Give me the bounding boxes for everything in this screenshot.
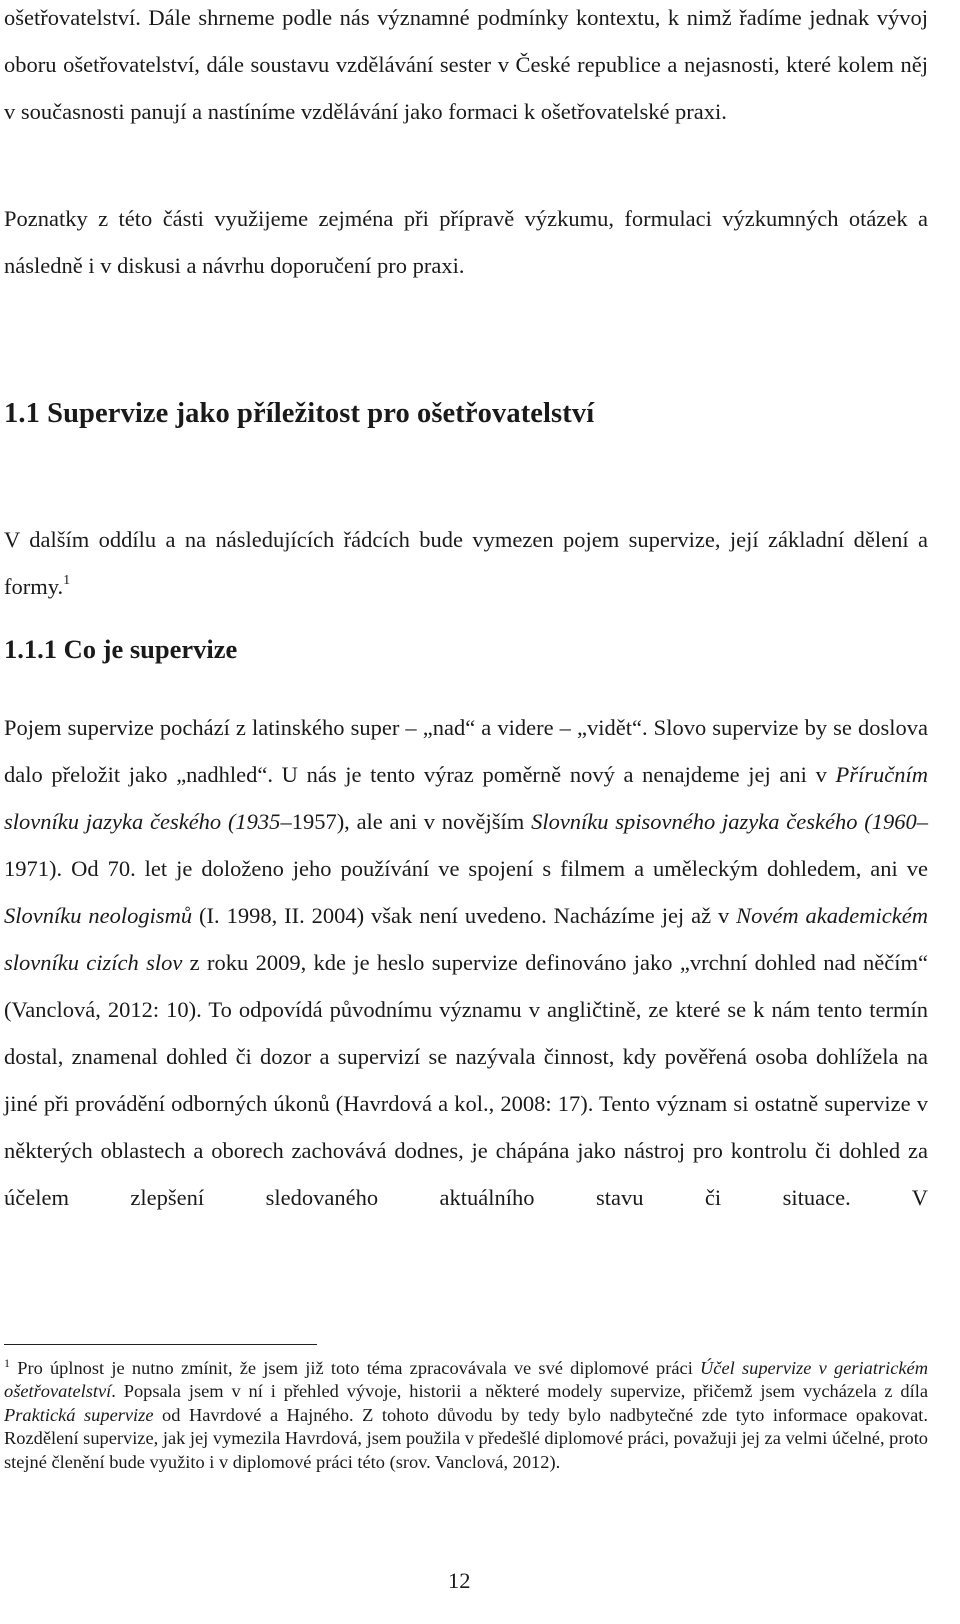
section-intro-text: V dalším oddílu a na následujících řádcích bude vymezen pojem supervize, její základní dělení a formy. [4,527,928,599]
section-intro-paragraph [4,516,928,610]
citation-italic: Slovníku neologismů [4,903,193,928]
footnote-italic: Praktická supervize [4,1404,154,1425]
citation-italic: Příručním slovníku jazyka českého (1935 [4,762,928,834]
body-text: –1971). Od 70. let je doloženo jeho používání ve spojení s filmem a uměleckým dohledem, ani ve [4,809,928,881]
body-text: Pojem supervize pochází z latinského super – „nad“ a videre – „vidět“. Slovo supervize by se doslova dalo přeložit jako „nadhled“. U nás je tento výraz poměrně nový a nenajdeme jej ani v [4,715,928,787]
paragraph-research-use: Poznatky z této části využijeme zejména při přípravě výzkumu, formulaci výzkumných otázek a následně i v diskusi a návrhu doporučení pro praxi. [4,206,928,278]
footnote [4,1357,928,1474]
body-paragraph [4,704,928,1221]
footnote-text: od Havrdové a Hajného. Z tohoto důvodu by tedy bylo nadbytečné zde tyto informace opakovat. Rozdělení supervize, jak jej vymezila Havrdová, jsem použila v předešlé diplomové práci, považuji jej za velmi účelné, proto stejné členění bude využito i v diplomové práci této (srov. Vanclová, 2012). [4,1404,928,1472]
subsection-heading: 1.1.1 Co je supervize [4,634,238,664]
footnote-text: Pro úplnost je nutno zmínit, že jsem již toto téma zpracovávala ve své diplomové práci [10,1358,701,1378]
footnote-text: . Popsala jsem v ní i přehled vývoje, historii a některé modely supervize, přičemž jsem vycházela z díla [111,1381,928,1402]
footnote-separator [4,1344,317,1345]
citation-italic: Slovníku spisovného jazyka českého (1960 [531,809,917,834]
continued-paragraph: ošetřovatelství. Dále shrneme podle nás významné podmínky kontextu, k nimž řadíme jednak vývoj oboru ošetřovatelství, dále soustavu vzdělávání sester v České republice a nejasnosti, které kolem něj v současnosti panují a nastíníme vzdělávání jako formaci k ošetřovatelské praxi. [4,5,928,124]
section-heading: 1.1 Supervize jako příležitost pro ošetřovatelství [4,398,595,429]
footnote-reference[interactable]: 1 [63,573,71,588]
body-text: –1957), ale ani v novějším [280,809,532,834]
footnote-marker: 1 [4,1356,10,1370]
citation-italic: Novém akademickém slovníku cizích slov [4,903,928,975]
body-text: (I. 1998, II. 2004) však není uvedeno. Nacházíme jej až v [192,903,737,928]
body-text: z roku 2009, kde je heslo supervize definováno jako „vrchní dohled nad něčím“ (Vanclová, 2012: 10). To odpovídá původnímu významu v angličtině, ze které se k nám tento termín dostal, znamenal dohled či dozor a supervizí se nazývala činnost, kdy pověřená osoba dohlížela na jiné při provádění odborných úkonů (Havrdová a kol., 2008: 17). Tento význam si ostatně supervize v některých oblastech a oborech zachovává dodnes, je chápána jako nástroj pro kontrolu či dohled za účelem zlepšení sledovaného aktuálního stavu či situace. V [4,950,928,1210]
footnote-italic: Účel supervize v geriatrickém ošetřovatelství [4,1358,928,1402]
page-number: 12 [448,1568,471,1593]
